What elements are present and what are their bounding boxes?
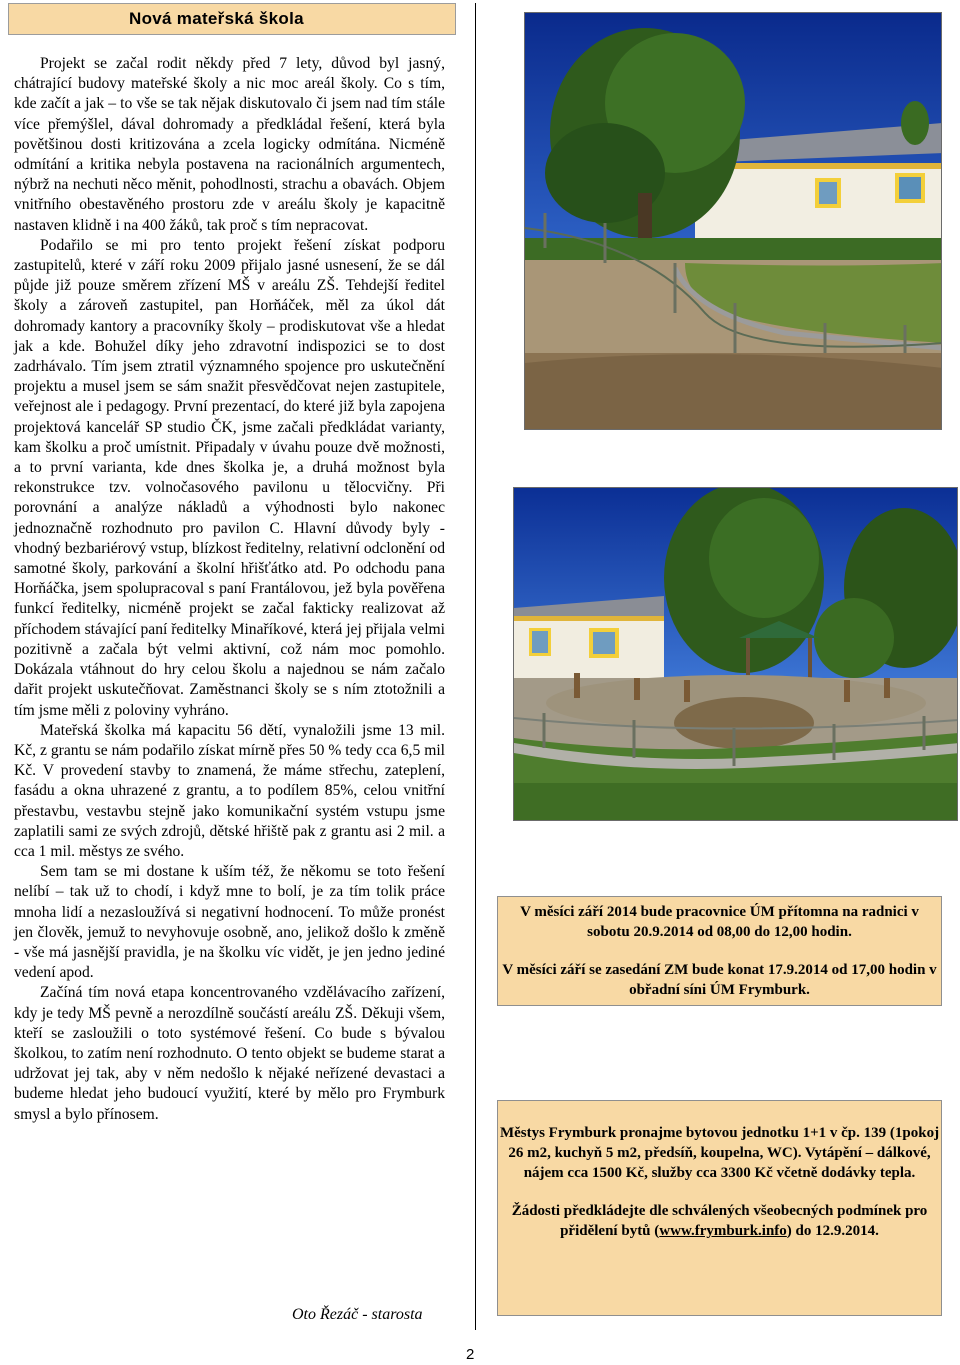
page-number: 2	[466, 1346, 475, 1363]
author-signature: Oto Řezáč - starosta	[292, 1306, 423, 1323]
article-paragraph: Projekt se začal rodit někdy před 7 lety, důvod byl jasný, chátrající budovy mateřské školy a nic moc areál školy. Co s tím, kde začít a jak – to vše se tak nějak diskutovalo či jsem nad tím stále více přemýšlel, dával dohromady a předkládal řešení, která byla povětšinou dosti kritizována a zcela logicky odmítána. Nicméně odmítání a kritika nebyla postavena na racionálních argumentech, nýbrž na nechuti něco měnit, pohodlnosti, strachu a obavách. Objem vnitřního obestavěného prostoru zde v areálu školy je kapacitně nastaven klidně i na 400 žáků, tak proč s tím nepracovat.	[14, 55, 445, 234]
article-paragraph: Podařilo se mi pro tento projekt řešení získat podporu zastupitelů, které v září roku 2009 přijalo jasné usnesení, že se dál půjde již pouze směrem zřízení MŠ v areálu ZŠ. Tehdejší ředitel školy a zároveň zastupitel, pan Horňáček, měl za úkol dát dohromady kantory a pracovníky školy – prodiskutovat vše a hledat jak a kde. Bohužel díky jeho zdravotní indispozici se to dost zadrhávalo. Tím jsem ztratil významného spojence pro uskutečnění projektu a musel jsem se sám snažit přesvědčovat nejen zastupitele, veřejnost ale i pedagogy. První prezentací, do které již byla zapojena projektová kancelář SP studio ČK, jsme začali předkládat varianty, kam školku a proč umístnit. Připadaly v úvahu pouze dvě možnosti, a to první varianta, kde dnes školka je, a druhá možnost byla rekonstrukce tzv. volnočasového pavilonu u tělocvičny. Při porovnání a analýze nákladů a výhodnosti bylo nakonec jednoznačně rozhodnuto pro pavilon C. Hlavní důvody byly - vhodný bezbariérový vstup, blízkost ředitelny, relativní odclonění od samotné školy, parkování a školní hřišťátko atd. Po odchodu pana Horňáčka, jsem spolupracoval s paní Frantálovou, jež byla pověřena funkcí ředitelky, nicméně projekt se začal fakticky realizovat až příchodem stávající paní ředitelky Minaříkové, která jej přijala velmi pozitivně a začala být velmi aktivní, což nám moc pomohlo. Dokázala vtáhnout do hry celou školu a najednou se nám začalo dařit projekt uskutečňovat. Zaměstnanci školy se s ním ztotožnili a tím jsme měli z poloviny vyhráno.	[14, 236, 445, 719]
column-divider	[475, 3, 476, 1330]
playground-gazebo-photo	[513, 487, 958, 821]
notice-office-hours-text: V měsíci září 2014 bude pracovnice ÚM přítomna na radnici v sobotu 20.9.2014 od 08,00 do 12,00 hodin.	[520, 904, 919, 940]
article-paragraph: Sem tam se mi dostane k uším též, že někomu se toto řešení nelíbí – tak už to chodí, i když mne to bolí, je za tím tolik práce mnoha lidí a nezasloužívá si negativní hodnocení. To může pronést jen člověk, jemuž to nevyhovuje osobně, ano, jelikož došlo k změně - vše má jasnější pravidla, je na školku víc vidět, je jen jedno jediné vedení apod.	[14, 863, 445, 982]
website-link[interactable]: www.frymburk.info	[659, 1223, 787, 1239]
kindergarten-building-photo	[524, 12, 942, 430]
notice-council-meeting-text: V měsíci září se zasedání ZM bude konat 17.9.2014 od 17,00 hodin v obřadní síni ÚM Frymburk.	[502, 962, 937, 998]
article-paragraph: Začíná tím nová etapa koncentrovaného vzdělávacího zařízení, kdy je tedy MŠ pevně a nerozdílně součástí areálu ZŠ. Děkuji všem, kteří se zasloužili o toto systémové řešení. Co bude s bývalou školkou, to zatím není rozhodnuto. O tento objekt se budeme starat a udržovat jej tak, aby v něm nedošlo k nějaké neřízené devastaci a budeme hledat jeho budoucí využití, které by mělo pro Frymburk smysl a bylo přínosem.	[14, 984, 445, 1123]
notice-application-text: Žádosti předkládejte dle schválených všeobecných podmínek pro přidělení bytů (www.frymburk.info) do 12.9.2014.	[511, 1203, 928, 1239]
article-title: Nová mateřská škola	[129, 9, 304, 28]
notice-apartment-rental	[497, 1100, 942, 1316]
article-paragraph: Mateřská školka má kapacitu 56 dětí, vynaložili jsme 13 mil. Kč, z grantu se nám podařilo získat mírně přes 50 % tedy cca 6,5 mil Kč. V provedení stavby to znamená, že máme střechu, zateplení, fasádu a okna uhrazené z grantu, a to podílem 85%, celou vnitřní přestavbu, vestavbu stejně jako komunikační systém vstupu jsme zaplatili sami ze svých zdrojů, dětské hřiště pak z grantu asi 2 mil. a cca 1 mil. městys ze svého.	[14, 721, 445, 860]
article-body	[14, 54, 445, 1125]
notice-office-hours	[497, 896, 942, 1006]
article-title-box	[8, 3, 456, 35]
notice-apartment-text: Městys Frymburk pronajme bytovou jednotku 1+1 v čp. 139 (1pokoj 26 m2, kuchyň 5 m2, předsíň, koupelna, WC). Vytápění – dálkové, nájem cca 1500 Kč, služby cca 3300 Kč včetně dodávky tepla.	[499, 1125, 940, 1181]
